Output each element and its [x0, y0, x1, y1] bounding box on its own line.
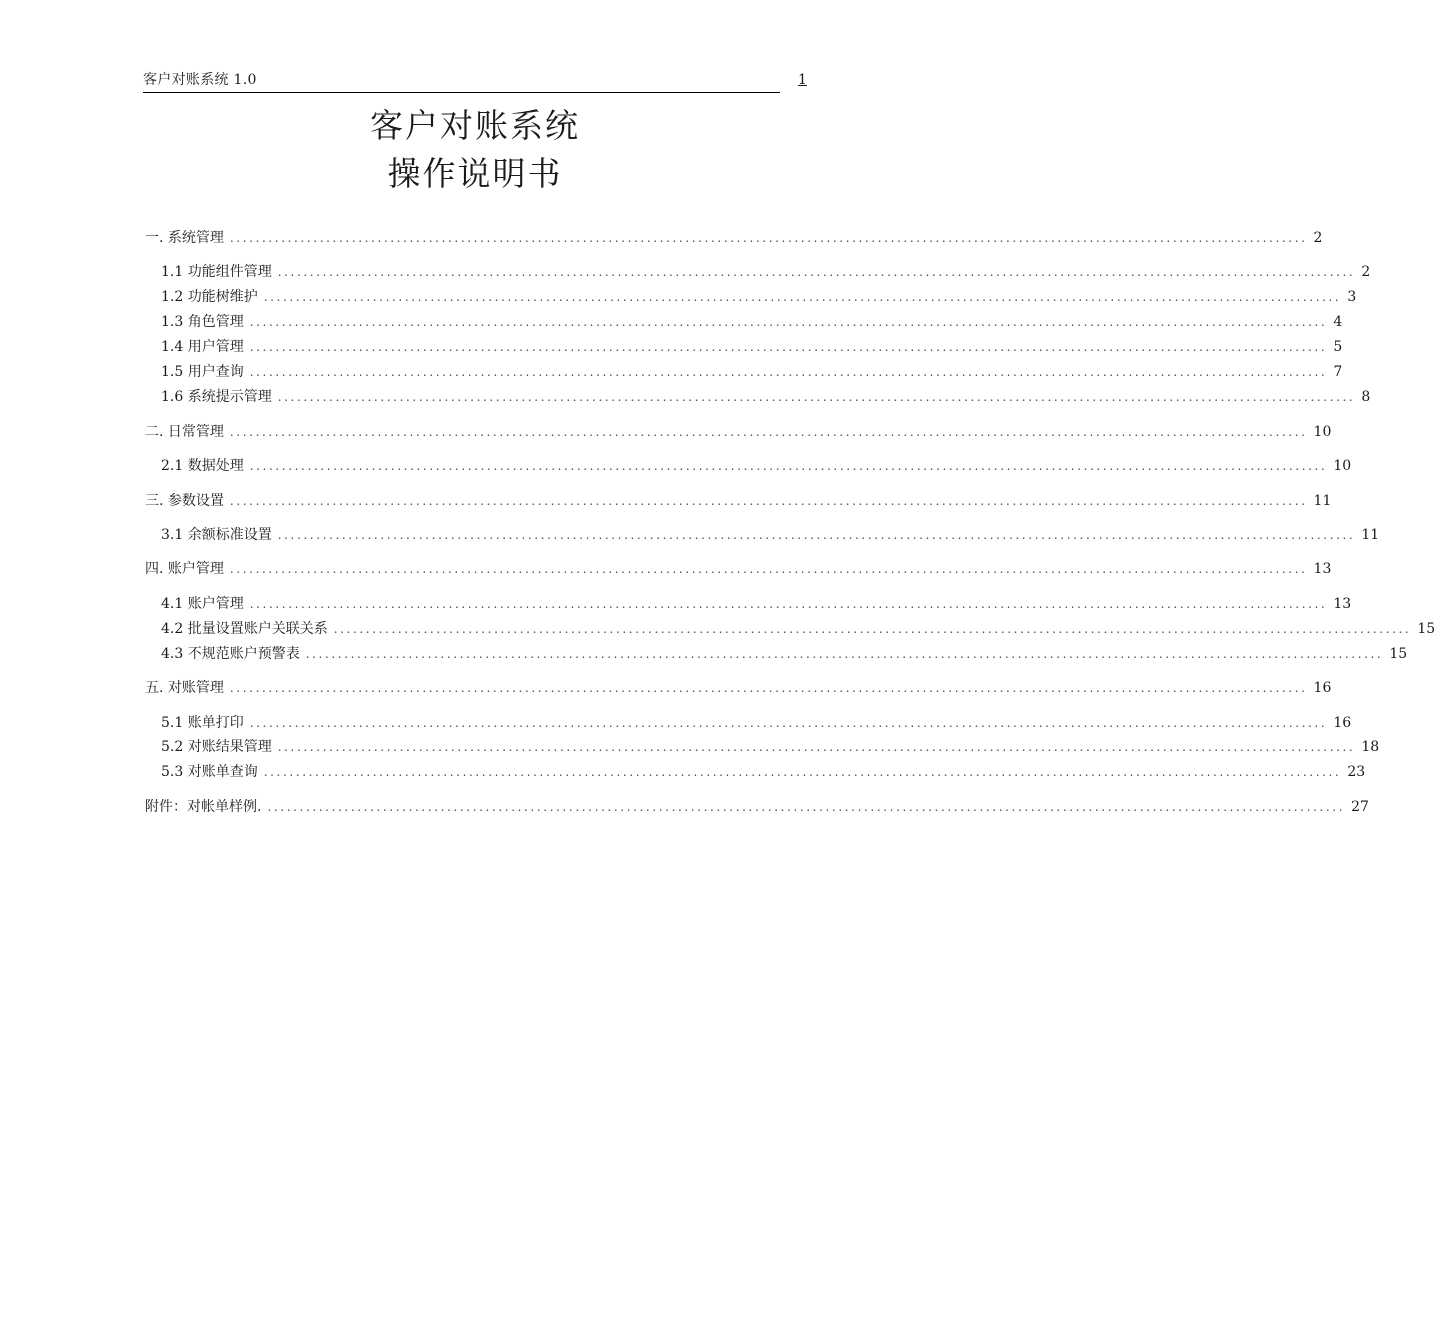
toc-leader: ........................................................................................................................................................................: [229, 425, 1308, 439]
toc-leader: ........................................................................................................................................................................: [267, 800, 1346, 814]
toc-leader: ........................................................................................................................................................................: [229, 681, 1308, 695]
toc-entry-daily-management[interactable]: [145, 422, 1332, 442]
toc-entry-page: 15: [1389, 646, 1408, 662]
toc-entry-page: 7: [1333, 364, 1343, 380]
toc-entry-page: 27: [1351, 799, 1369, 815]
toc-leader: ........................................................................................................................................................................: [249, 340, 1328, 354]
toc-entry-reconciliation-results[interactable]: [161, 737, 1380, 757]
toc-entry-page: 16: [1313, 680, 1332, 696]
toc-leader: ........................................................................................................................................................................: [249, 365, 1328, 379]
toc-entry-system-prompt[interactable]: [161, 387, 1371, 407]
toc-entry-page: 11: [1361, 527, 1380, 543]
toc-leader: ........................................................................................................................................................................: [277, 740, 1356, 754]
toc-entry-label: 1.4 用户管理: [161, 339, 244, 355]
toc-leader: ........................................................................................................................................................................: [249, 315, 1328, 329]
toc-entry-label: 2.1 数据处理: [161, 458, 244, 474]
toc-entry-label: 5.1 账单打印: [161, 715, 244, 731]
toc-entry-balance-standard[interactable]: [161, 525, 1380, 545]
toc-entry-page: 10: [1313, 424, 1332, 440]
toc-entry-page: 23: [1347, 764, 1366, 780]
toc-entry-statement-query[interactable]: [161, 762, 1366, 782]
toc-entry-page: 10: [1333, 458, 1352, 474]
toc-leader: ........................................................................................................................................................................: [249, 459, 1328, 473]
toc-entry-account-management[interactable]: [161, 594, 1352, 614]
toc-entry-label: 1.3 角色管理: [161, 314, 244, 330]
document-title: 客户对账系统: [370, 106, 580, 145]
toc-entry-label: 5.2 对账结果管理: [161, 739, 272, 755]
toc-leader: ........................................................................................................................................................................: [249, 597, 1328, 611]
toc-entry-label: 附件：对帐单样例.: [145, 799, 262, 815]
toc-leader: ........................................................................................................................................................................: [249, 716, 1328, 730]
toc-entry-reconciliation-management[interactable]: [145, 678, 1332, 698]
toc-entry-system-management[interactable]: [145, 228, 1323, 248]
toc-entry-page: 15: [1417, 621, 1435, 637]
toc-entry-page: 16: [1333, 715, 1352, 731]
page-header: [143, 71, 780, 93]
toc-entry-page: 2: [1313, 230, 1323, 246]
toc-entry-label: 1.2 功能树维护: [161, 289, 258, 305]
toc-leader: ........................................................................................................................................................................: [229, 562, 1308, 576]
toc-leader: ........................................................................................................................................................................: [277, 528, 1356, 542]
toc-entry-label: 五. 对账管理: [145, 680, 224, 696]
toc-entry-label: 4.1 账户管理: [161, 596, 244, 612]
page-number: 1: [798, 72, 807, 88]
toc-entry-label: 4.2 批量设置账户关联关系: [161, 621, 328, 637]
toc-entry-appendix[interactable]: [145, 797, 1369, 817]
toc-leader: ........................................................................................................................................................................: [305, 647, 1384, 661]
toc-entry-page: 11: [1313, 493, 1332, 509]
toc-leader: ........................................................................................................................................................................: [229, 231, 1308, 245]
toc-entry-irregular-account-warning[interactable]: [161, 644, 1408, 664]
toc-leader: ........................................................................................................................................................................: [277, 390, 1356, 404]
toc-entry-page: 8: [1361, 389, 1371, 405]
toc-entry-page: 13: [1333, 596, 1352, 612]
toc-entry-batch-account-relation[interactable]: [161, 619, 1435, 639]
toc-entry-parameter-settings[interactable]: [145, 491, 1332, 511]
toc-entry-page: 18: [1361, 739, 1380, 755]
toc-entry-function-tree[interactable]: [161, 287, 1357, 307]
toc-entry-label: 3.1 余额标准设置: [161, 527, 272, 543]
toc-leader: ........................................................................................................................................................................: [263, 765, 1342, 779]
header-title: 客户对账系统 1.0: [143, 72, 257, 88]
toc-entry-bill-printing[interactable]: [161, 713, 1352, 733]
toc-leader: ........................................................................................................................................................................: [229, 494, 1308, 508]
toc-entry-label: 4.3 不规范账户预警表: [161, 646, 300, 662]
toc-entry-page: 3: [1347, 289, 1357, 305]
toc-entry-label: 1.5 用户查询: [161, 364, 244, 380]
toc-entry-page: 4: [1333, 314, 1343, 330]
toc-entry-data-processing[interactable]: [161, 456, 1352, 476]
toc-entry-label: 三. 参数设置: [145, 493, 224, 509]
toc-entry-page: 13: [1313, 561, 1332, 577]
toc-entry-label: 一. 系统管理: [145, 230, 224, 246]
toc-entry-account-management-section[interactable]: [145, 559, 1332, 579]
toc-entry-user-management[interactable]: [161, 337, 1343, 357]
toc-entry-function-component[interactable]: [161, 262, 1371, 282]
toc-entry-label: 1.6 系统提示管理: [161, 389, 272, 405]
toc-entry-page: 2: [1361, 264, 1371, 280]
toc-entry-label: 四. 账户管理: [145, 561, 224, 577]
toc-leader: ........................................................................................................................................................................: [263, 290, 1342, 304]
toc-entry-label: 5.3 对账单查询: [161, 764, 258, 780]
toc-entry-label: 二. 日常管理: [145, 424, 224, 440]
toc-leader: ........................................................................................................................................................................: [333, 622, 1412, 636]
toc-entry-user-query[interactable]: [161, 362, 1343, 382]
toc-entry-page: 5: [1333, 339, 1343, 355]
toc-leader: ........................................................................................................................................................................: [277, 265, 1356, 279]
toc-entry-role-management[interactable]: [161, 312, 1343, 332]
toc-entry-label: 1.1 功能组件管理: [161, 264, 272, 280]
document-subtitle: 操作说明书: [387, 154, 563, 193]
